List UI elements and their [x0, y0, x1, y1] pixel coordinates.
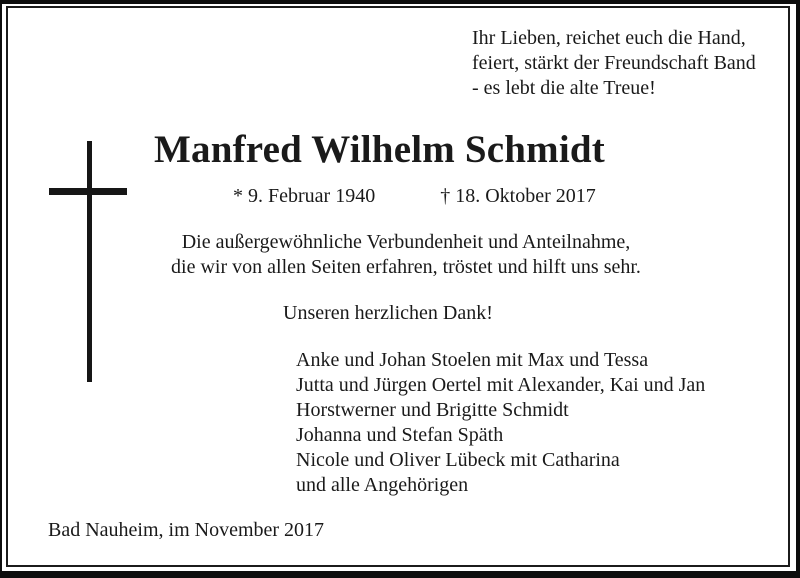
- scan-edge-right: [796, 0, 800, 578]
- scan-edge-left: [0, 0, 2, 578]
- mourner-line: Anke und Johan Stoelen mit Max und Tessa: [296, 349, 649, 371]
- deceased-name: Manfred Wilhelm Schmidt: [154, 128, 605, 171]
- mourner-line: Johanna und Stefan Späth: [296, 424, 504, 446]
- mourner-line: und alle Angehörigen: [296, 474, 469, 496]
- scan-edge-bottom: [0, 571, 800, 578]
- thanks-line: Unseren herzlichen Dank!: [283, 302, 493, 324]
- mourner-line: Jutta und Jürgen Oertel mit Alexander, Kai und Jan: [296, 374, 706, 396]
- condolence-message: [162, 230, 650, 280]
- birth-date: * 9. Februar 1940: [233, 185, 376, 207]
- cross-vertical-bar: [87, 141, 92, 382]
- verse-line: - es lebt die alte Treue!: [472, 77, 656, 99]
- scan-edge-top: [0, 0, 800, 4]
- message-line: Die außergewöhnliche Verbundenheit und Anteilnahme,: [181, 231, 631, 253]
- memorial-verse: [472, 26, 756, 101]
- death-date: † 18. Oktober 2017: [440, 185, 596, 207]
- mourner-line: Horstwerner und Brigitte Schmidt: [296, 399, 569, 421]
- cross-horizontal-bar: [49, 188, 127, 195]
- mourners-list: [296, 348, 705, 498]
- verse-line: Ihr Lieben, reichet euch die Hand,: [472, 27, 746, 49]
- mourner-line: Nicole und Oliver Lübeck mit Catharina: [296, 449, 620, 471]
- place-date-line: Bad Nauheim, im November 2017: [48, 519, 325, 541]
- message-line: die wir von allen Seiten erfahren, tröstet und hilft uns sehr.: [171, 256, 641, 278]
- verse-line: feiert, stärkt der Freundschaft Band: [472, 52, 756, 74]
- life-dates: [233, 184, 596, 209]
